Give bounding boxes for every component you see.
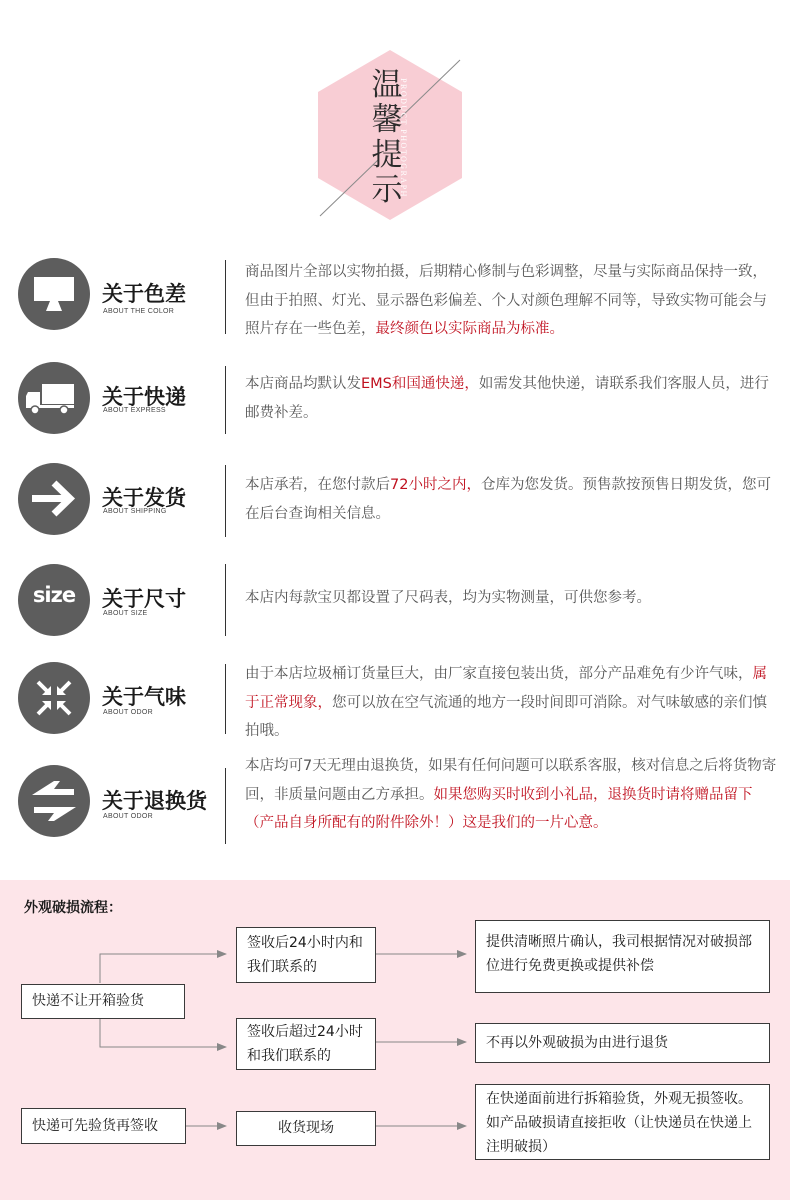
info-row-odor [0, 662, 790, 742]
header [0, 0, 790, 240]
size-icon-label: size [32, 583, 76, 607]
highlight-text: 72小时之内， [390, 477, 481, 493]
flow-box-within-24h: 签收后24小时内和我们联系的 [236, 927, 376, 983]
size-icon [18, 564, 90, 636]
row-subtitle: ABOUT THE COLOR [103, 308, 175, 315]
row-text: 本店承若，在您付款后72小时之内，仓库为您发货。预售款按预售日期发货，您可在后台查询相关信息。 [245, 477, 771, 522]
page-title: 温馨提示 [371, 67, 403, 208]
divider [225, 768, 226, 844]
shrink-arrows-icon [18, 662, 90, 734]
row-subtitle: ABOUT ODOR [103, 709, 153, 716]
info-row-size [0, 564, 790, 644]
flow-box-onsite: 收货现场 [236, 1111, 376, 1146]
flow-box-reject: 在快递面前进行拆箱验货，外观无损签收。如产品破损请直接拒收（让快递员在快递上注明破损） [475, 1084, 770, 1160]
row-title: 关于退换货 [102, 789, 207, 813]
arrow-right-icon [18, 463, 90, 535]
flow-box-photo-confirm: 提供清晰照片确认，我司根据情况对破损部位进行免费更换或提供补偿 [475, 920, 770, 993]
highlight-text: 属于正常现象， [245, 666, 767, 711]
row-text: 商品图片全部以实物拍摄，后期精心修制与色彩调整，尽量与实际商品保持一致，但由于拍照、灯光、显示器色彩偏差、个人对颜色理解不同等，导致实物可能会与照片存在一些色差，最终颜色以实际商品为标准。 [245, 264, 767, 337]
row-title: 关于尺寸 [102, 587, 186, 611]
divider [225, 664, 226, 734]
row-text: 本店内每款宝贝都设置了尺码表，均为实物测量，可供您参考。 [245, 590, 651, 606]
info-row-express [0, 362, 790, 442]
row-title: 关于发货 [102, 486, 186, 510]
damage-flow-section [0, 880, 790, 1200]
row-subtitle: ABOUT ODOR [103, 813, 153, 820]
row-subtitle: ABOUT SHIPPING [103, 508, 167, 515]
highlight-text: EMS和国通快递， [361, 376, 479, 392]
row-title: 关于色差 [102, 282, 186, 306]
flow-title: 外观破损流程： [24, 900, 122, 916]
row-text: 本店均可7天无理由退换货，如果有任何问题可以联系客服，核对信息之后将货物寄回，非质量问题由乙方承担。如果您购买时收到小礼品，退换货时请将赠品留下（产品自身所配有的附件除外！）这是我们的一片心意。 [245, 758, 777, 831]
flow-box-no-open: 快递不让开箱验货 [21, 984, 185, 1019]
row-title: 关于快递 [102, 385, 186, 409]
row-text: 本店商品均默认发EMS和国通快递，如需发其他快递，请联系我们客服人员，进行邮费补差。 [245, 376, 769, 421]
monitor-icon [18, 258, 90, 330]
divider [225, 564, 226, 636]
truck-icon [18, 362, 90, 434]
flow-box-no-return: 不再以外观破损为由进行退货 [475, 1023, 770, 1063]
row-subtitle: ABOUT SIZE [103, 610, 148, 617]
info-row-shipping [0, 463, 790, 543]
info-row-color [0, 258, 790, 338]
divider [225, 260, 226, 334]
highlight-text: 如果您购买时收到小礼品，退换货时请将赠品留下（产品自身所配有的附件除外！）这是我们的一片心意。 [245, 786, 753, 831]
flow-box-inspect-first: 快递可先验货再签收 [21, 1108, 186, 1144]
row-title: 关于气味 [102, 685, 186, 709]
info-row-return [0, 758, 790, 862]
divider [225, 465, 226, 537]
connector-start-over24 [100, 1017, 226, 1047]
highlight-text: 最终颜色以实际商品为标准。 [375, 321, 564, 337]
flow-box-over-24h: 签收后超过24小时和我们联系的 [236, 1018, 376, 1070]
row-subtitle: ABOUT EXPRESS [103, 407, 166, 414]
page-subtitle: PRODUCT PHOTOGRAPH [399, 78, 408, 198]
row-text: 由于本店垃圾桶订货量巨大，由厂家直接包装出货，部分产品难免有少许气味，属于正常现象，您可以放在空气流通的地方一段时间即可消除。对气味敏感的亲们慎拍哦。 [245, 666, 767, 739]
exchange-arrows-icon [18, 765, 90, 837]
divider [225, 366, 226, 434]
connector-start-within24 [100, 954, 226, 983]
